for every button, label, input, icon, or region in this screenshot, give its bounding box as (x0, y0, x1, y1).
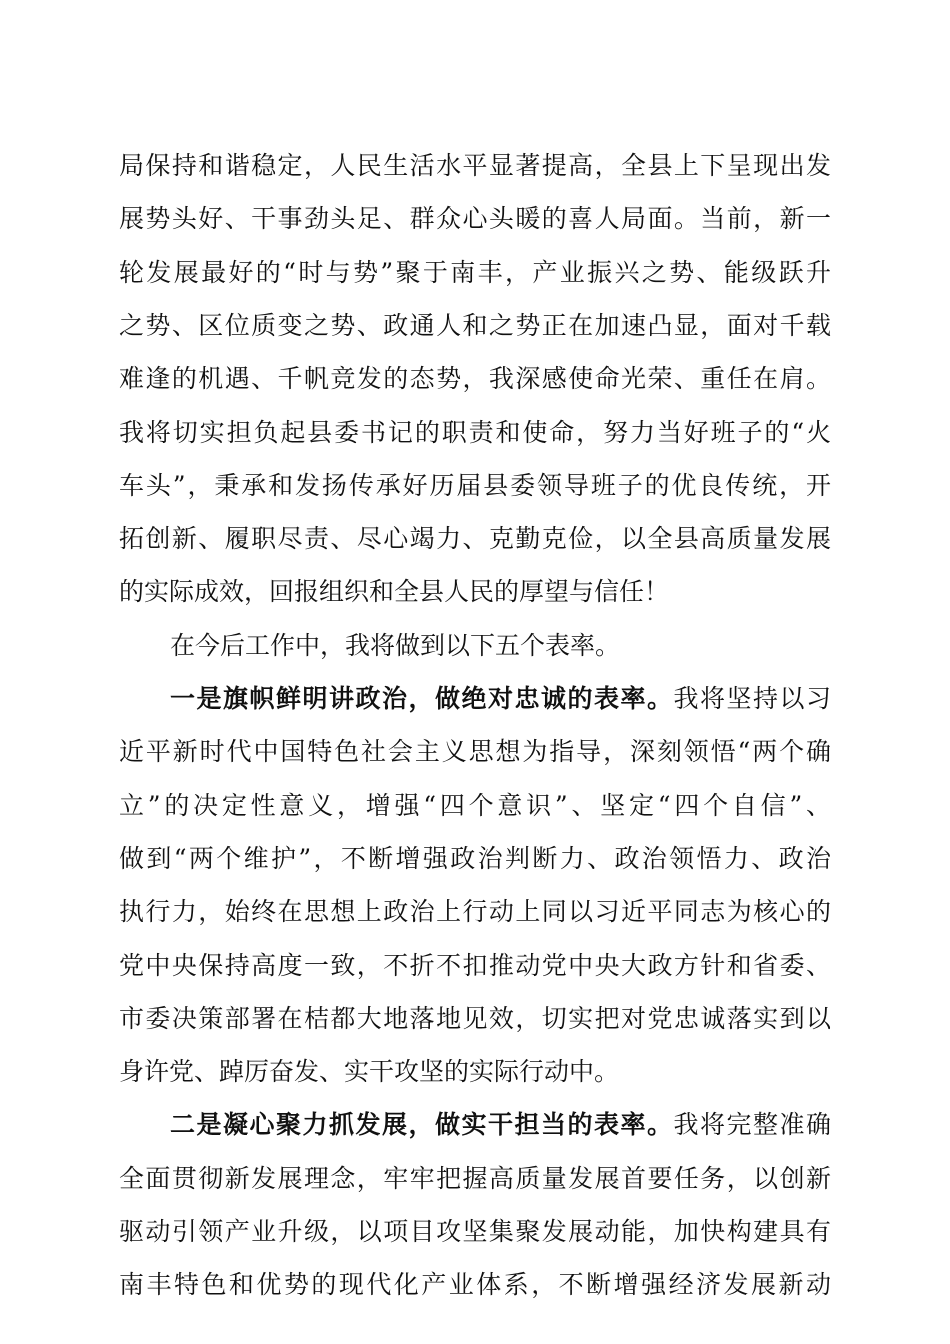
body-text-line: 全面贯彻新发展理念，牢牢把握高质量发展首要任务，以创新 (119, 1164, 831, 1193)
body-text-line: 驱动引领产业升级，以项目攻坚集聚发展动能，加快构建具有 (119, 1217, 831, 1246)
paragraph-heading: 一是旗帜鲜明讲政治，做绝对忠诚的表率。 (170, 684, 674, 713)
paragraph-first-line (170, 679, 831, 719)
body-text-line: 党中央保持高度一致，不折不扣推动党中央大政方针和省委、 (119, 951, 831, 980)
body-text-line: 市委决策部署在桔都大地落地见效，切实把对党忠诚落实到以 (119, 1004, 831, 1033)
body-text-line: 轮发展最好的“时与势”聚于南丰，产业振兴之势、能级跃升 (119, 258, 831, 287)
body-text-line: 我将切实担负起县委书记的职责和使命，努力当好班子的“火 (119, 418, 831, 447)
body-text-line: 展势头好、干事劲头足、群众心头暖的喜人局面。当前，新一 (119, 204, 831, 233)
paragraph-text: 我将坚持以习 (673, 684, 831, 713)
body-text-line: 拓创新、履职尽责、尽心竭力、克勤克俭，以全县高质量发展 (119, 524, 831, 553)
body-text-line: 执行力，始终在思想上政治上行动上同以习近平同志为核心的 (119, 897, 831, 926)
body-text-line: 做到“两个维护”，不断增强政治判断力、政治领悟力、政治 (119, 844, 831, 873)
body-text-line: 之势、区位质变之势、政通人和之势正在加速凸显，面对千载 (119, 311, 831, 340)
body-text-line: 立”的决定性意义，增强“四个意识”、坚定“四个自信”、 (119, 791, 831, 820)
body-text-line: 难逢的机遇、千帆竞发的态势，我深感使命光荣、重任在肩。 (119, 364, 831, 393)
body-text-line: 在今后工作中，我将做到以下五个表率。 (170, 631, 621, 660)
paragraph-text: 我将完整准确 (673, 1110, 831, 1139)
paragraph-first-line (170, 1105, 831, 1145)
paragraph-heading: 二是凝心聚力抓发展，做实干担当的表率。 (170, 1110, 674, 1139)
body-text-line: 身许党、踔厉奋发、实干攻坚的实际行动中。 (119, 1057, 620, 1086)
body-text-line: 局保持和谐稳定，人民生活水平显著提高，全县上下呈现出发 (119, 151, 831, 180)
body-text-line: 南丰特色和优势的现代化产业体系，不断增强经济发展新动 (119, 1270, 831, 1299)
body-text-line: 车头”，秉承和发扬传承好历届县委领导班子的优良传统，开 (119, 471, 831, 500)
body-text-line: 的实际成效，回报组织和全县人民的厚望与信任！ (119, 577, 670, 606)
body-text-line: 近平新时代中国特色社会主义思想为指导，深刻领悟“两个确 (119, 737, 831, 766)
